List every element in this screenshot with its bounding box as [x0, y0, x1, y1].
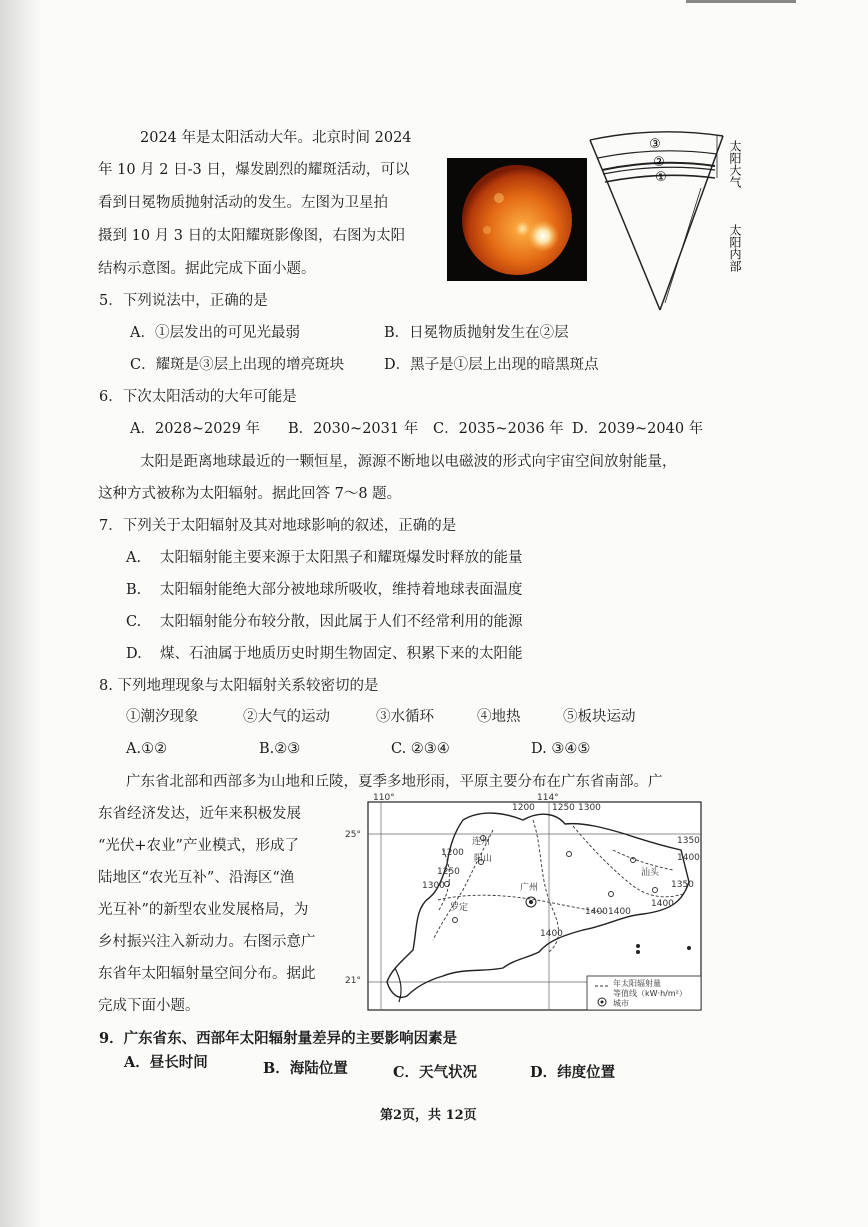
sun-flare-image — [447, 158, 587, 281]
q6-stem: 6．下次太阳活动的大年可能是 — [99, 389, 297, 405]
city-guangzhou: 广州 — [520, 883, 539, 893]
intro3-line-6: 乡村振兴注入新动力。右图示意广 — [98, 934, 316, 950]
q5-option-a[interactable]: A．①层发出的可见光最弱 — [130, 325, 300, 341]
intro3-line-5: 光互补”的新型农业发展格局，为 — [98, 902, 309, 918]
q6-option-a[interactable]: A．2028~2029 年 — [130, 421, 261, 437]
contour-label-1200-top: 1200 — [512, 803, 535, 813]
q9-stem: 9．广东省东、西部年太阳辐射量差异的主要影响因素是 — [99, 1030, 458, 1047]
contour-label-1250-top: 1250 — [552, 803, 575, 813]
q8-item-5: ⑤板块运动 — [563, 709, 636, 725]
contour-label-1400-mid: 1400 — [585, 907, 608, 917]
intro1-line-2: 年 10 月 2 日-3 日，爆发剧烈的耀斑活动，可以 — [98, 162, 410, 178]
q5-option-b[interactable]: B．日冕物质抛射发生在②层 — [384, 325, 569, 341]
q8-option-d[interactable]: D. ③④⑤ — [531, 741, 591, 757]
contour-label-1400-coast: 1400 — [608, 907, 631, 917]
intro3-line-2: 东省经济发达，近年来积极发展 — [98, 806, 301, 822]
atmosphere-label: 太阳大气 — [728, 140, 742, 188]
q7-option-d-letter[interactable]: D. — [126, 646, 142, 662]
intro3-line-3: “光伏+农业”产业模式，形成了 — [98, 838, 299, 854]
q7-option-c[interactable]: 太阳辐射能分布较分散，因此属于人们不经常利用的能源 — [160, 614, 523, 630]
contour-label-1400-se: 1400 — [651, 899, 674, 909]
contour-label-1200-west: 1200 — [441, 848, 464, 858]
q9-option-a[interactable]: A．昼长时间 — [124, 1054, 208, 1071]
layer-2-label: ② — [653, 155, 665, 170]
layer-1-label: ① — [655, 170, 667, 185]
q9-option-c[interactable]: C．天气状况 — [393, 1064, 478, 1081]
q7-option-a[interactable]: 太阳辐射能主要来源于太阳黑子和耀斑爆发时释放的能量 — [160, 550, 523, 566]
city-yangshan: 阳山 — [474, 854, 493, 864]
intro2-line-1: 太阳是距离地球最近的一颗恒星，源源不断地以电磁波的形式向宇宙空间放射能量， — [140, 454, 677, 470]
q7-stem: 7．下列关于太阳辐射及其对地球影响的叙述，正确的是 — [99, 518, 457, 534]
intro3-line-8: 完成下面小题。 — [98, 998, 200, 1014]
contour-label-1400-east: 1400 — [677, 853, 700, 863]
intro3-line-1: 广东省北部和西部多为山地和丘陵，夏季多地形雨，平原主要分布在广东省南部。广 — [126, 774, 663, 790]
legend-contour-label: 年太阳辐射量 — [613, 979, 661, 988]
interior-label: 太阳内部 — [728, 224, 742, 272]
intro3-line-4: 陆地区“农光互补”、沿海区“渔 — [98, 870, 295, 886]
q9-option-b[interactable]: B．海陆位置 — [263, 1060, 348, 1077]
map-lat-25: 25° — [345, 830, 361, 840]
intro3-line-7: 东省年太阳辐射量空间分布。据此 — [98, 966, 316, 982]
contour-label-1350-east: 1350 — [677, 836, 700, 846]
q5-stem: 5．下列说法中，正确的是 — [99, 293, 268, 309]
intro2-line-2: 这种方式被称为太阳辐射。据此回答 7～8 题。 — [98, 486, 402, 502]
q8-item-1: ①潮汐现象 — [126, 709, 199, 725]
q8-stem: 8. 下列地理现象与太阳辐射关系较密切的是 — [99, 678, 379, 694]
q5-option-d[interactable]: D．黑子是①层上出现的暗黑斑点 — [384, 357, 599, 373]
intro1-line-1: 2024 年是太阳活动大年。北京时间 2024 — [140, 130, 412, 146]
q6-option-c[interactable]: C．2035~2036 年 — [433, 421, 564, 437]
city-lianzhou: 连州 — [472, 837, 491, 847]
q8-option-b[interactable]: B.②③ — [259, 741, 301, 757]
q8-option-a[interactable]: A.①② — [126, 741, 168, 757]
q8-option-c[interactable]: C. ②③④ — [391, 741, 450, 757]
contour-label-1300-top: 1300 — [578, 803, 601, 813]
q7-option-a-letter[interactable]: A. — [126, 550, 142, 566]
city-shantou: 汕头 — [641, 868, 660, 878]
q8-item-3: ③水循环 — [376, 709, 434, 725]
contour-label-1300-west: 1300 — [422, 881, 445, 891]
q7-option-d[interactable]: 煤、石油属于地质历史时期生物固定、积累下来的太阳能 — [160, 646, 523, 662]
q6-option-d[interactable]: D．2039~2040 年 — [572, 421, 704, 437]
intro1-line-5: 结构示意图。据此完成下面小题。 — [98, 261, 316, 277]
q5-option-c[interactable]: C．耀斑是③层上出现的增亮斑块 — [130, 357, 345, 373]
q9-option-d[interactable]: D．纬度位置 — [530, 1064, 616, 1081]
contour-label-1400-south: 1400 — [540, 929, 563, 939]
q7-option-c-letter[interactable]: C. — [126, 614, 142, 630]
q7-option-b[interactable]: 太阳辐射能绝大部分被地球所吸收，维持着地球表面温度 — [160, 582, 523, 598]
contour-label-1350-south: 1350 — [671, 880, 694, 890]
layer-3-label: ③ — [649, 137, 661, 152]
contour-label-1250-west: 1250 — [437, 867, 460, 877]
map-lon-114: 114° — [537, 793, 559, 803]
legend-contour-unit: 等值线（kW·h/m²） — [613, 989, 687, 998]
map-lat-21: 21° — [345, 976, 361, 986]
intro1-line-4: 摄到 10 月 3 日的太阳耀斑影像图，右图为太阳 — [98, 228, 406, 244]
map-lon-110: 110° — [373, 793, 395, 803]
q6-option-b[interactable]: B．2030~2031 年 — [288, 421, 419, 437]
legend-city-label: 城市 — [613, 999, 629, 1008]
city-luoding: 罗定 — [450, 903, 469, 913]
page-edge-shadow — [0, 0, 42, 1227]
q8-item-4: ④地热 — [477, 709, 521, 725]
intro1-line-3: 看到日冕物质抛射活动的发生。左图为卫星拍 — [98, 195, 388, 211]
q8-item-2: ②大气的运动 — [243, 709, 330, 725]
q7-option-b-letter[interactable]: B. — [126, 582, 142, 598]
top-corner-mark — [686, 0, 796, 3]
sun-structure-diagram — [585, 128, 760, 318]
page-number: 第2页，共 12页 — [380, 1108, 477, 1123]
